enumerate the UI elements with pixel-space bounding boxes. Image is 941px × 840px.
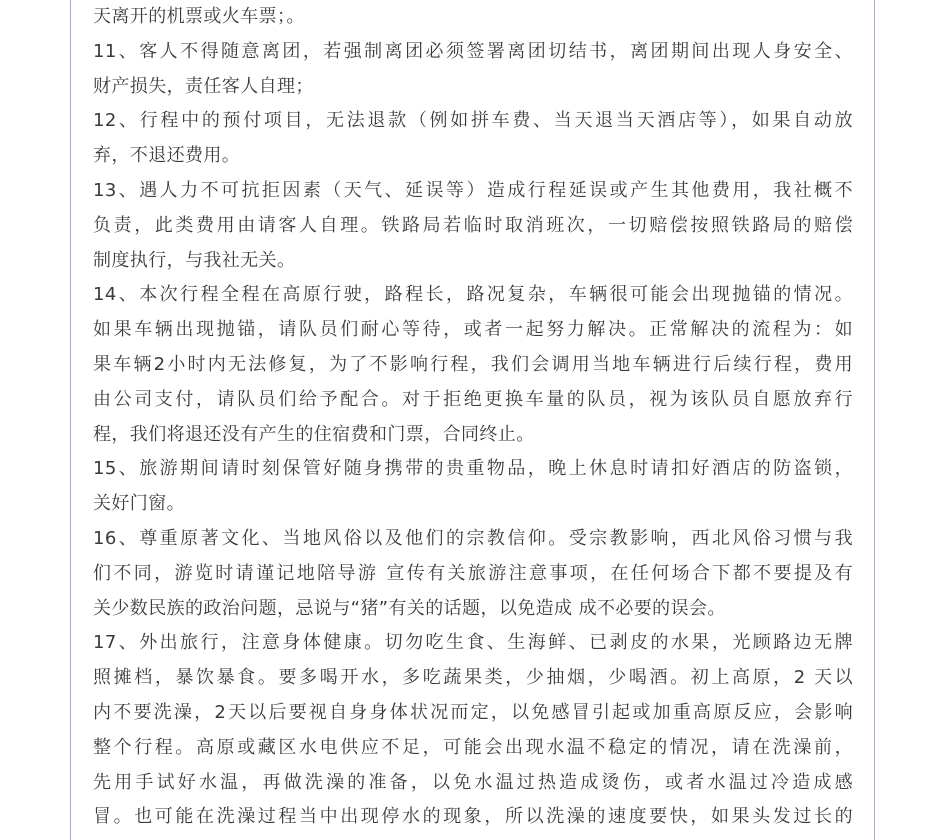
text-line: 冒。也可能在洗澡过程当中出现停水的现象，所以洗澡的速度要快，如果头发过长的: [93, 806, 853, 828]
text-line: 12、行程中的预付项目，无法退款（例如拼车费、当天退当天酒店等），如果自动放: [93, 110, 853, 132]
text-line: 17、外出旅行，注意身体健康。切勿吃生食、生海鲜、已剥皮的水果，光顾路边无牌: [93, 632, 853, 654]
text-line: 制度执行，与我社无关。: [93, 249, 296, 271]
text-line: 16、尊重原著文化、当地风俗以及他们的宗教信仰。受宗教影响，西北风俗习惯与我: [93, 527, 853, 549]
text-line: 们不同，游览时请谨记地陪导游 宣传有关旅游注意事项，在任何场合下都不要提及有: [93, 562, 853, 584]
text-line: 整个行程。高原或藏区水电供应不足，可能会出现水温不稳定的情况，请在洗澡前，: [93, 736, 853, 758]
text-line: 先用手试好水温，再做洗澡的准备，以免水温过热造成烫伤，或者水温过冷造成感: [93, 771, 853, 793]
article-body: [93, 0, 853, 835]
text-line: 14、本次行程全程在高原行驶，路程长，路况复杂，车辆很可能会出现抛锚的情况。: [93, 284, 853, 306]
text-line: 照摊档，暴饮暴食。要多喝开水，多吃蔬果类，少抽烟，少喝酒。初上高原，2 天以: [93, 667, 853, 689]
text-line: 负责，此类费用由请客人自理。铁路局若临时取消班次，一切赔偿按照铁路局的赔偿: [93, 214, 853, 236]
text-line: 11、客人不得随意离团，若强制离团必须签署离团切结书，离团期间出现人身安全、: [93, 40, 853, 62]
text-line: 程，我们将退还没有产生的住宿费和门票，合同终止。: [93, 423, 535, 445]
text-line: 如果车辆出现抛锚，请队员们耐心等待，或者一起努力解决。正常解决的流程为：如: [93, 319, 853, 341]
text-line: 关好门窗。: [93, 493, 185, 515]
text-line: 关少数民族的政治问题，忌说与“猪”有关的话题，以免造成 成不必要的误会。: [93, 597, 726, 619]
text-line: 内不要洗澡，2天以后要视自身身体状况而定，以免感冒引起或加重高原反应，会影响: [93, 701, 853, 723]
text-line: 天离开的机票或火车票；。: [93, 6, 305, 27]
text-line: 弃，不退还费用。: [93, 145, 241, 167]
text-line: 果车辆2小时内无法修复，为了不影响行程，我们会调用当地车辆进行后续行程，费用: [93, 353, 853, 375]
text-line: 13、遇人力不可抗拒因素（天气、延误等）造成行程延误或产生其他费用，我社概不: [93, 179, 853, 201]
text-line: 15、旅游期间请时刻保管好随身携带的贵重物品，晚上休息时请扣好酒店的防盗锁，: [93, 458, 853, 480]
text-line: 财产损失，责任客人自理；: [93, 75, 314, 97]
text-line: 由公司支付，请队员们给予配合。对于拒绝更换车量的队员，视为该队员自愿放弃行: [93, 388, 853, 410]
